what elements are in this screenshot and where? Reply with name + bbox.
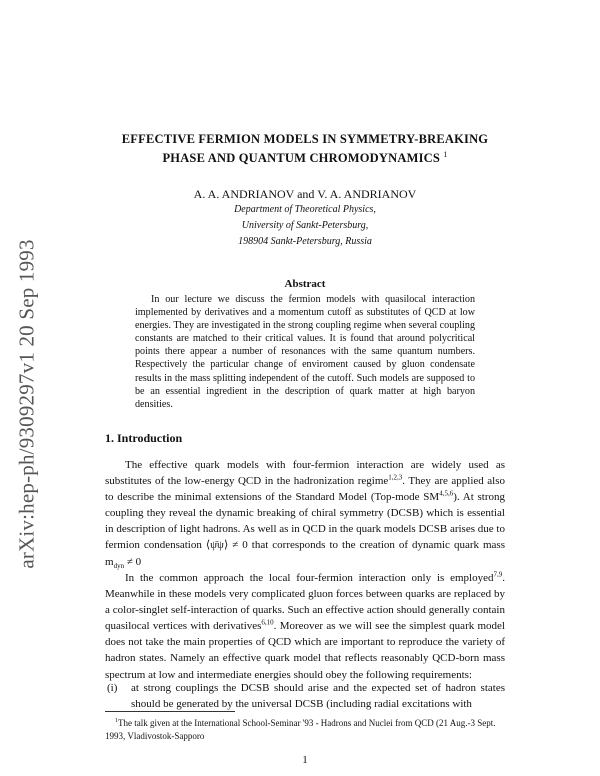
citation: 6,10 bbox=[261, 618, 274, 627]
affiliation-line-1: Department of Theoretical Physics, bbox=[234, 204, 376, 215]
affiliation-line-3: 198904 Sankt-Petersburg, Russia bbox=[238, 236, 372, 247]
intro-paragraph-1: The effective quark models with four-fermion interaction are widely used as substitutes of the low-energy QCD in the hadronization regime$^{1,2,3}$. They are applied also to describe the minimal extensions of the Standard Model (Top-mode SM$^{4,5,6}$). At strong coupling they reveal the dynamic breaking of chiral symmetry (DCSB) which is essential in description of light hadrons. As well as in QCD in the quark models DCSB arises due to fermion condensation ⟨ψ̄ψ⟩ ≠ 0 that corresponds to the creation of dynamic quark mass $m_{dyn} \ne 0$ bbox=[105, 459, 505, 570]
intro-paragraph-2: In the common approach the local four-fermion interaction only is employed$^{7,9}$. Meanwhile in these models very complicated gluon forces between quarks are replaced by a color-singlet self-interaction of quarks. Such an effective action should generally contain quasilocal vertices with derivatives$^{6,10}$. Moreover as we will see the simplest quark model does not take the main properties of QCD which are important to reproduce the variety of hadron states. Namely an effective quark model that reflects reasonably QCD-born mass spectrum at low and intermediate energies should obey the following requirements: bbox=[105, 570, 505, 681]
abstract-text: In our lecture we discuss the fermion models with quasilocal interaction implemented by derivatives and a momentum cutoff as substitutes of QCD at low energies. They are investigated in the strong coupling regime when several coupling constants are matched to their critical values. It is found that around polycritical points there appear a number of resonances with the same quantum numbers. Respectively the particular change of enviroment caused by gluon condensate results in the mass splitting independent of the cutoff. Such models are supposed to be an essential ingredient in the description of quark matter at high baryon densities. bbox=[135, 294, 475, 410]
title-footnote-mark: 1 bbox=[443, 150, 448, 159]
paper-title bbox=[105, 131, 505, 166]
list-item-label: (i) bbox=[107, 682, 118, 694]
section-heading: 1. Introduction bbox=[105, 431, 183, 445]
footnote-mark: 1 bbox=[115, 718, 118, 724]
citation: 1,2,3 bbox=[388, 473, 403, 482]
affiliation-line-2: University of Sankt-Petersburg, bbox=[241, 220, 369, 231]
abstract-heading: Abstract bbox=[284, 278, 326, 290]
citation: 4,5,6 bbox=[439, 489, 454, 498]
list-item-text: at strong couplings the DCSB should arise and the expected set of hadron states should be generated by the universal DCSB (including radial excitations with bbox=[131, 682, 505, 710]
arxiv-identifier: arXiv:hep-ph/9309297v1 20 Sep 1993 bbox=[14, 239, 39, 569]
footnote-divider bbox=[105, 711, 235, 712]
citation: 7,9 bbox=[493, 570, 503, 579]
arxiv-stamp bbox=[14, 204, 40, 604]
authors: A. A. ANDRIANOV and V. A. ANDRIANOV bbox=[193, 187, 417, 201]
title-line-2: PHASE AND QUANTUM CHROMODYNAMICS $^1$ bbox=[162, 150, 448, 166]
title-line-1: EFFECTIVE FERMION MODELS IN SYMMETRY-BREAKING bbox=[121, 132, 489, 146]
page-number: 1 bbox=[302, 754, 308, 766]
footnote: $^1$The talk given at the International School-Seminar '93 - Hadrons and Nuclei from QCD (21 Aug.-3 Sept. 1993, Vladivostok-Sapporo bbox=[105, 718, 496, 741]
